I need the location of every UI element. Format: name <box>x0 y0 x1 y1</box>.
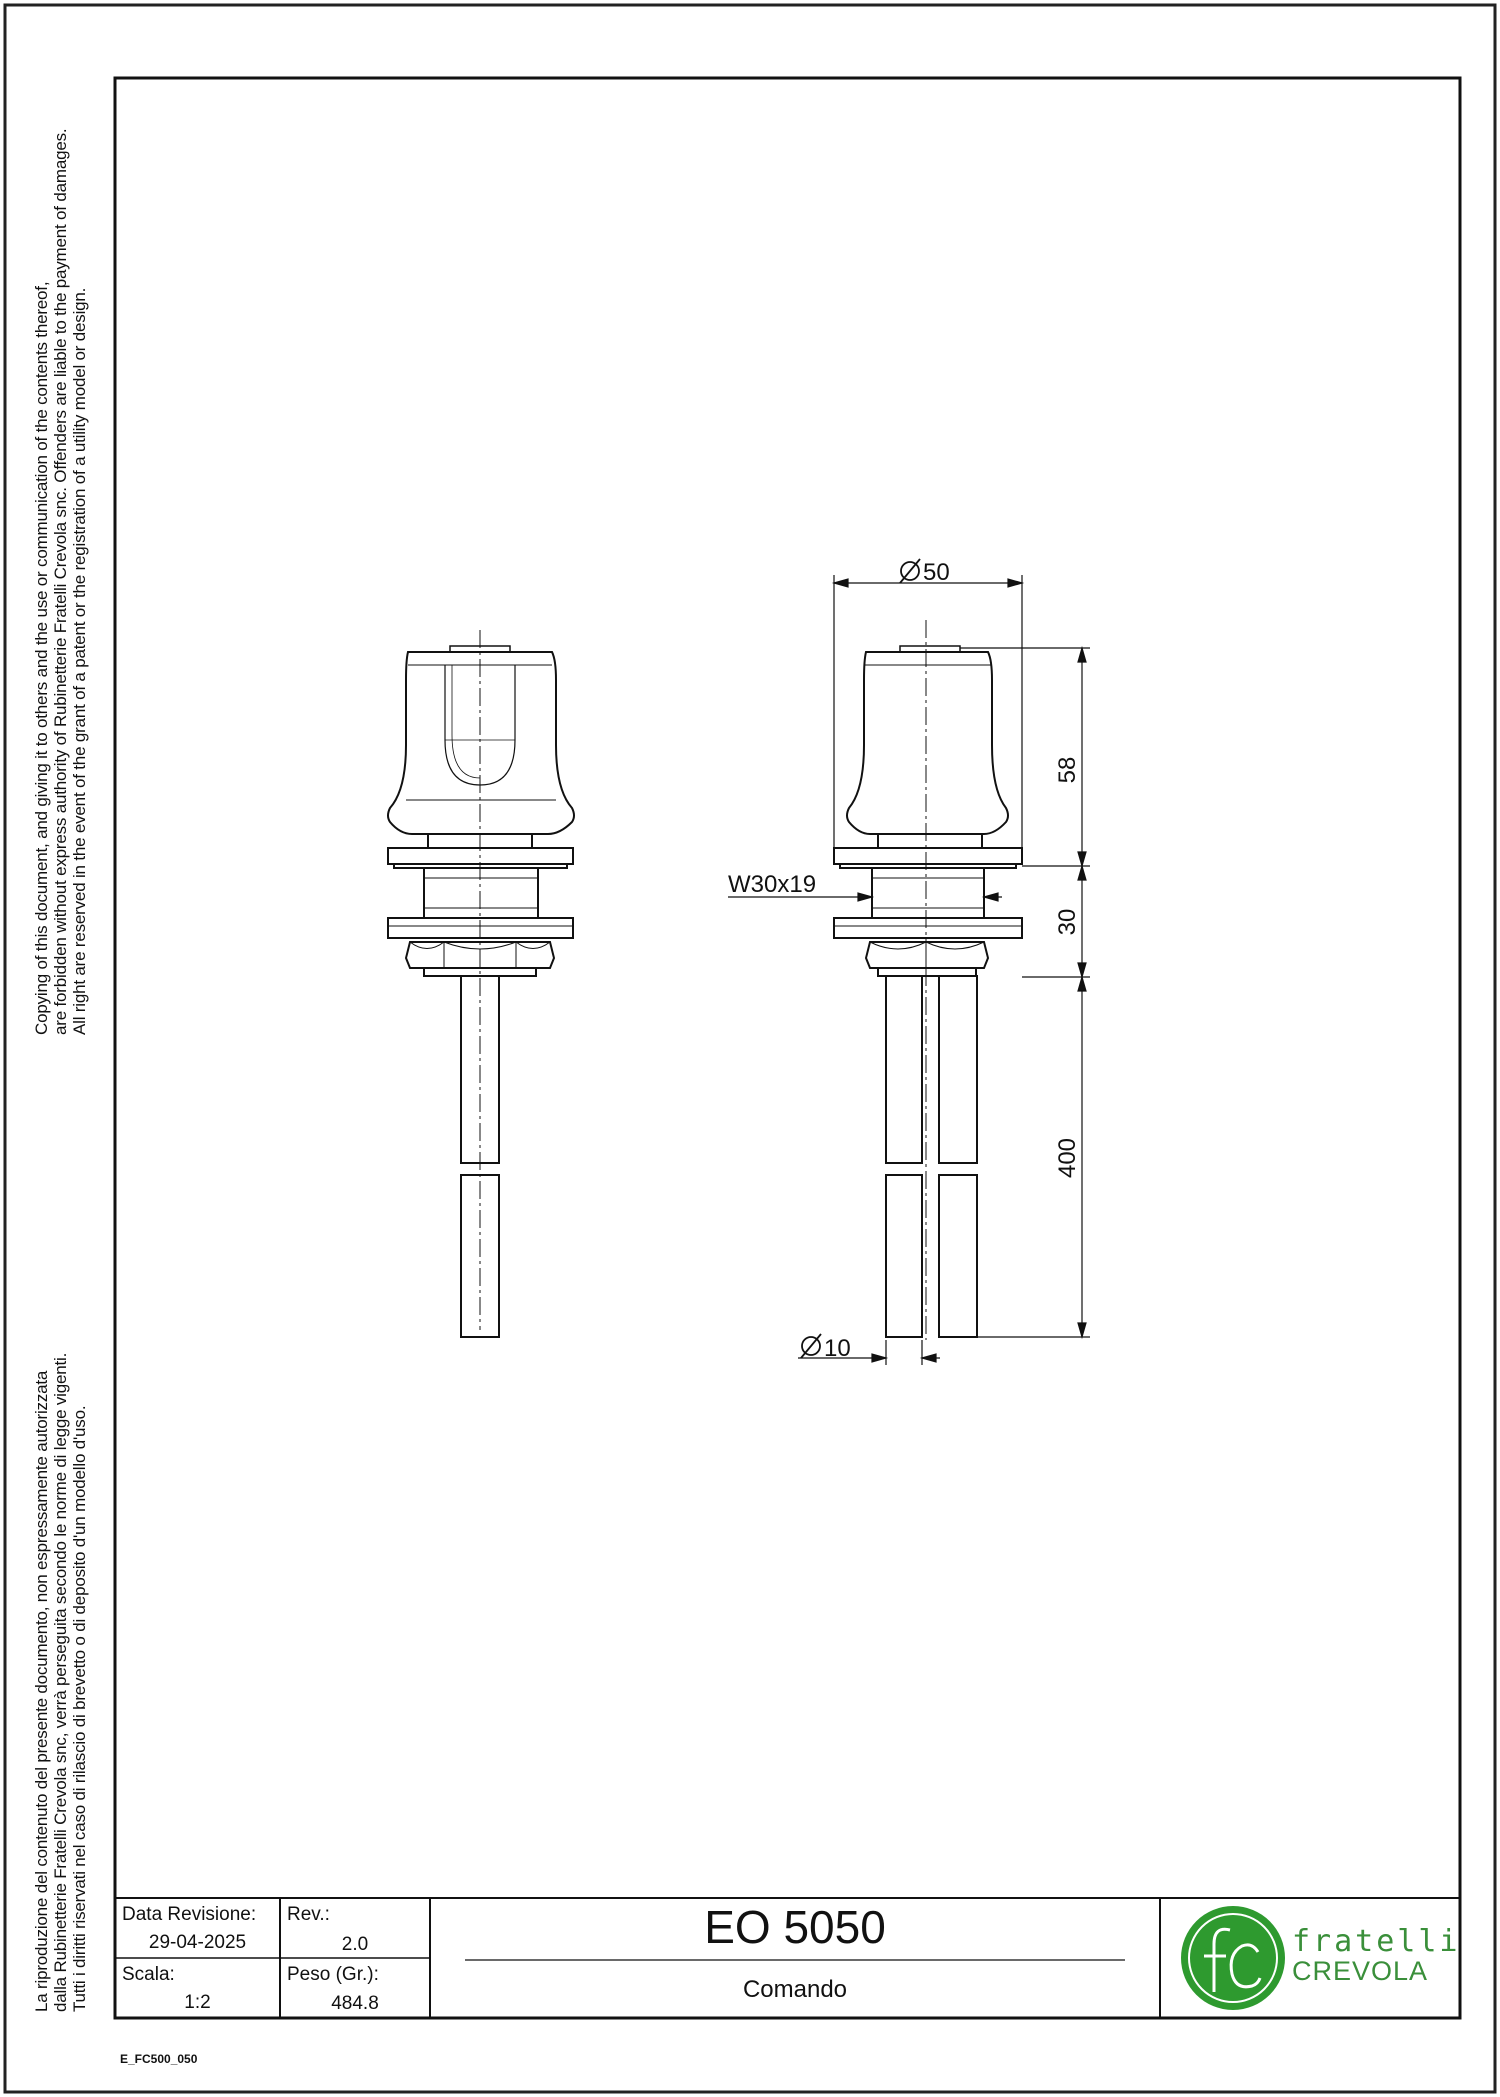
copyright-it-line-3: Tutti i diritti riservati nel caso di rilascio di brevetto o di deposito d'un modello d'uso. <box>70 1405 89 2012</box>
file-code: E_FC500_050 <box>120 2052 198 2066</box>
brand-name-line-1: fratelli <box>1292 1924 1461 1959</box>
copyright-notice-italian <box>32 1353 89 2012</box>
rev-value: 2.0 <box>341 1934 369 1955</box>
copyright-en-line-1: Copying of this document, and giving it to others and the use or communication of the contents thereof, <box>32 281 51 1035</box>
left-view-drawing <box>388 630 574 1337</box>
brand-name-line-2: CREVOLA <box>1292 1956 1429 1986</box>
brand-logo <box>1181 1906 1285 2010</box>
diameter-50-label <box>900 559 950 586</box>
revision-date-value: 29-04-2025 <box>148 1932 247 1953</box>
weight-label: Peso (Gr.): <box>287 1964 379 1985</box>
drawing-frame <box>115 78 1460 2018</box>
copyright-en-line-3: All right are reserved in the event of the grant of a patent or the registration of a utility model or design. <box>70 287 89 1035</box>
diameter-10-value: 10 <box>824 1335 851 1362</box>
dim-30: 30 <box>1054 908 1081 936</box>
weight-value: 484.8 <box>331 1993 379 2014</box>
copyright-en-line-2: are forbidden without express authority of Rubinetterie Fratelli Crevola snc. Offenders are liable to the payment of damages. <box>51 128 70 1035</box>
dim-400: 400 <box>1054 1137 1081 1179</box>
product-name: Comando <box>742 1976 848 2003</box>
dim-58: 58 <box>1054 756 1081 784</box>
dimension-lines <box>728 575 1090 1365</box>
diameter-50-value: 50 <box>923 559 950 586</box>
copyright-notice-english <box>32 129 89 1035</box>
revision-date-label: Data Revisione: <box>122 1904 257 1925</box>
copyright-it-line-1: La riproduzione del contenuto del presente documento, non espressamente autorizzata <box>32 1370 51 2012</box>
product-code: EO 5050 <box>704 1901 886 1953</box>
rev-label: Rev.: <box>287 1904 330 1925</box>
copyright-it-line-2: dalla Rubinetterie Fratelli Crevola snc, verrà perseguita secondo le norme di legge vigenti. <box>51 1352 70 2012</box>
scale-value: 1:2 <box>184 1992 211 2013</box>
thread-label: W30x19 <box>728 871 817 898</box>
right-view-drawing <box>834 620 1022 1340</box>
outer-border <box>5 5 1495 2092</box>
scale-label: Scala: <box>122 1964 175 1985</box>
